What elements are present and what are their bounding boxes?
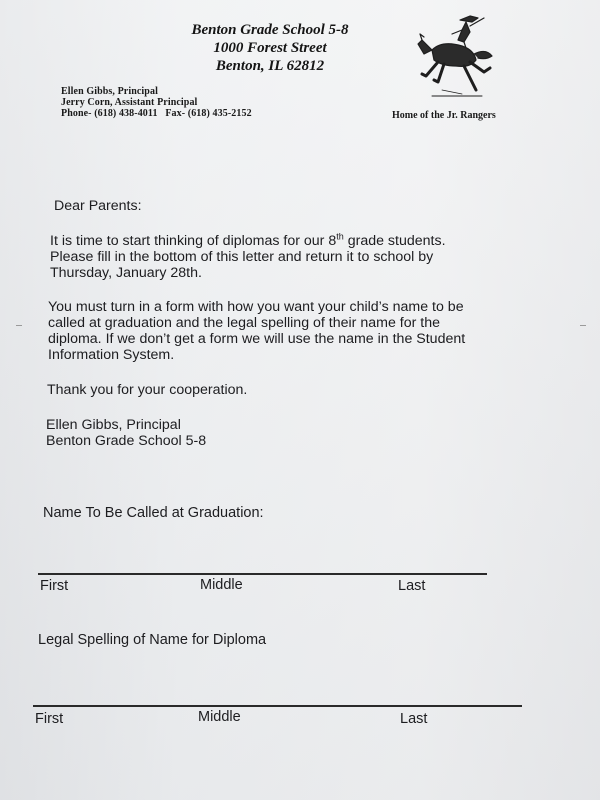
- school-motto: Home of the Jr. Rangers: [392, 110, 496, 121]
- graduation-last-label: Last: [398, 578, 426, 594]
- paragraph-1-line-3: Thursday, January 28th.: [50, 265, 202, 281]
- diploma-first-label: First: [35, 711, 64, 727]
- graduation-middle-label: Middle: [200, 577, 243, 593]
- paragraph-1-text-end: grade students.: [343, 233, 446, 249]
- paragraph-1-line-1: [50, 233, 446, 249]
- assistant-principal-line: Jerry Corn, Assistant Principal: [61, 97, 198, 108]
- paragraph-2-line-1: You must turn in a form with how you want your child’s name to be: [48, 299, 464, 315]
- phone-fax-line: Phone- (618) 438-4011 Fax- (618) 435-2152: [61, 108, 252, 119]
- diploma-last-label: Last: [400, 711, 428, 727]
- graduation-name-title: Name To Be Called at Graduation:: [43, 505, 264, 521]
- school-street: 1000 Forest Street: [213, 40, 327, 56]
- thanks-line: Thank you for your cooperation.: [47, 382, 248, 398]
- signature-name: Ellen Gibbs, Principal: [46, 417, 181, 433]
- school-name: Benton Grade School 5-8: [191, 22, 349, 38]
- graduation-first-label: First: [40, 578, 69, 594]
- paragraph-2-line-3: diploma. If we don’t get a form we will use the name in the Student: [48, 331, 466, 347]
- fold-mark: [580, 325, 586, 326]
- bucking-horse-rider-icon: [412, 10, 498, 102]
- paragraph-2-line-2: called at graduation and the legal spelling of their name for the: [48, 315, 440, 331]
- school-city: Benton, IL 62812: [215, 58, 325, 74]
- paragraph-1-line-2: Please fill in the bottom of this letter and return it to school by: [50, 249, 434, 265]
- graduation-name-write-line[interactable]: [38, 573, 487, 575]
- diploma-name-write-line[interactable]: [33, 705, 522, 707]
- paragraph-1-text: It is time to start thinking of diplomas for our 8: [50, 233, 337, 249]
- principal-line: Ellen Gibbs, Principal: [61, 86, 158, 97]
- salutation: Dear Parents:: [54, 198, 142, 214]
- diploma-name-title: Legal Spelling of Name for Diploma: [38, 632, 267, 648]
- signature-school: Benton Grade School 5-8: [46, 433, 207, 449]
- paragraph-2-line-4: Information System.: [48, 347, 175, 363]
- diploma-middle-label: Middle: [198, 709, 241, 725]
- ordinal-superscript: th: [336, 231, 344, 242]
- fold-mark: [16, 325, 22, 326]
